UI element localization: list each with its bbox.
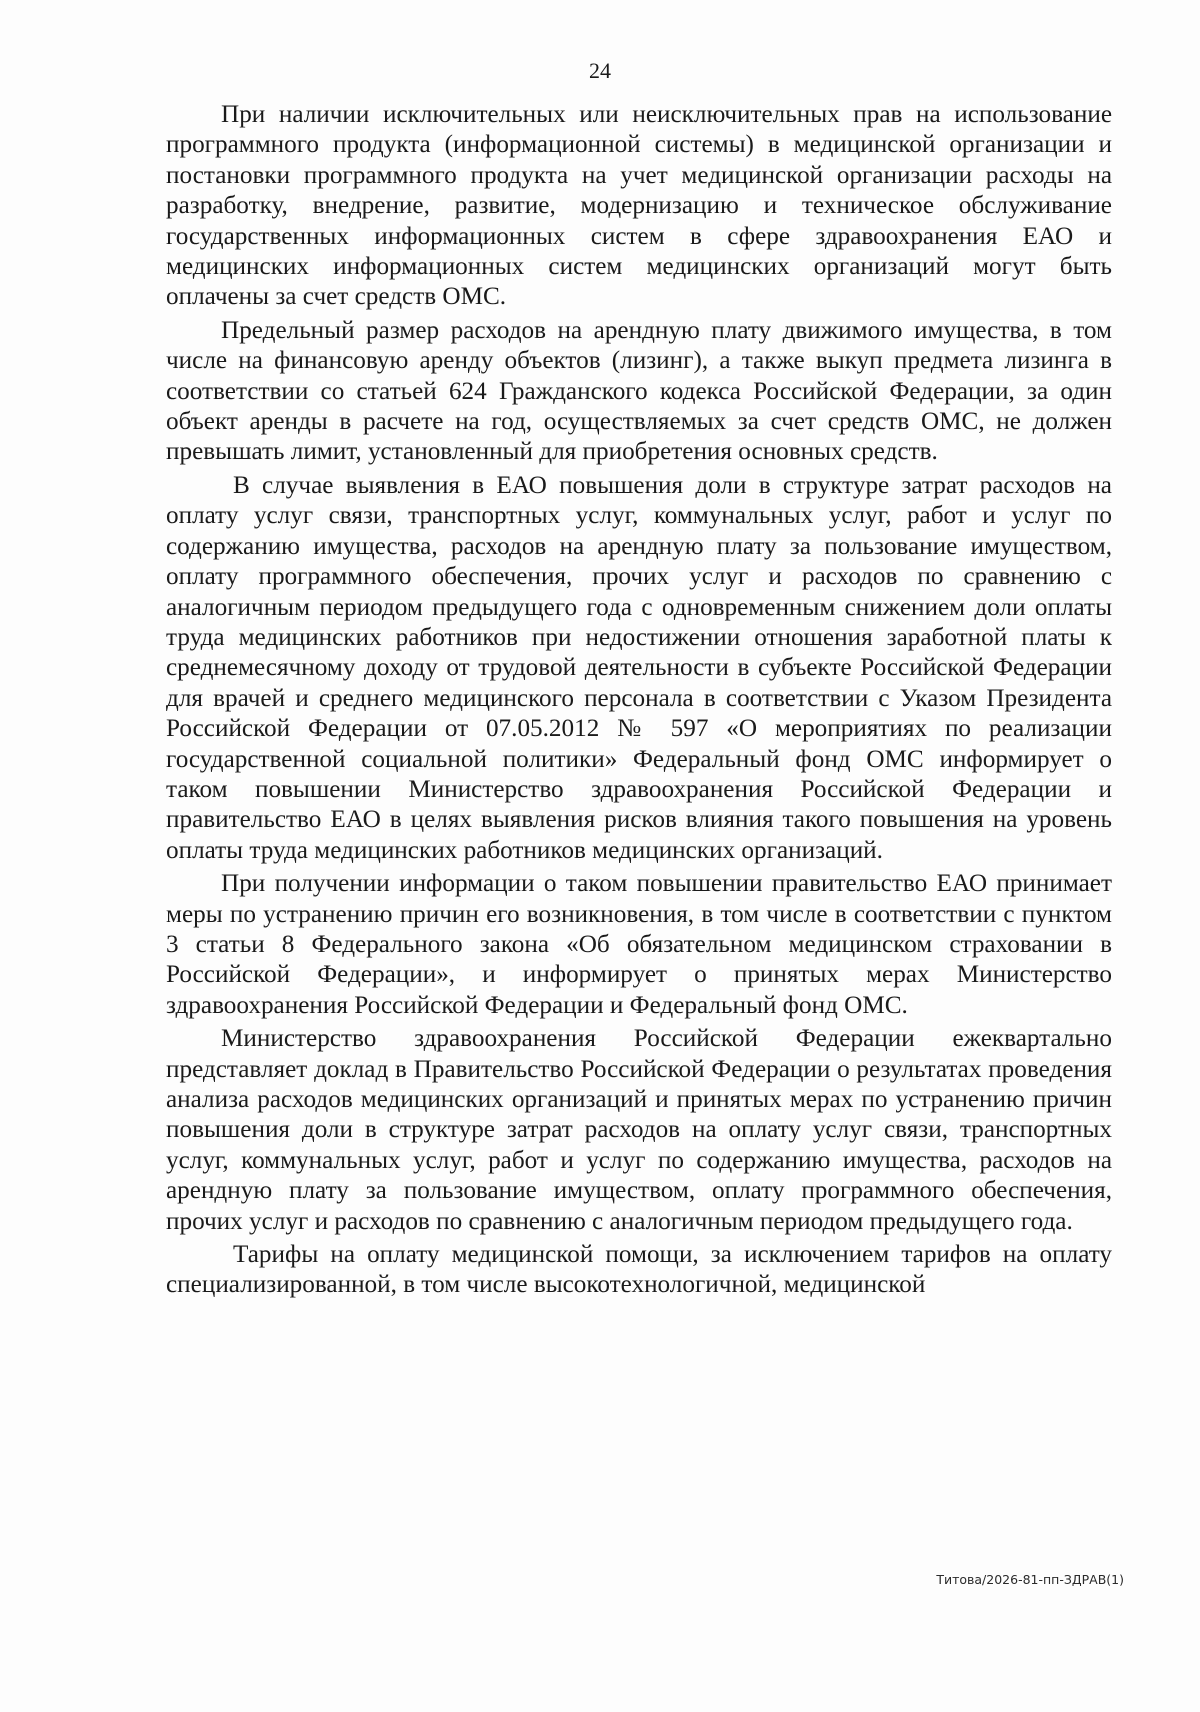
paragraph-lease-limit: Предельный размер расходов на арендную плату движимого имущества, в том числе на финансовую аренду объектов (лизинг), а также выкуп предмета лизинга в соответствии со статьей 624 Гражданского кодекса Российской Федерации, за один объект аренды в расчете на год, осуществляемых за счет средств ОМС, не должен превышать лимит, установленный для приобретения основных средств. <box>166 316 1112 466</box>
paragraph-government-measures: При получении информации о таком повышении правительство ЕАО принимает меры по устранению причин его возникновения, в том числе в соответствии с пунктом 3 статьи 8 Федерального закона «Об обязательном медицинском страховании в Российской Федерации», и информирует о принятых мерах Министерство здравоохранения Российской Федерации и Федеральный фонд ОМС. <box>166 870 1112 1019</box>
paragraph-cost-structure: В случае выявления в ЕАО повышения доли в структуре затрат расходов на оплату услуг связи, транспортных услуг, коммунальных услуг, работ и услуг по содержанию имущества, расходов на арендную плату за пользование имуществом, оплату программного обеспечения, прочих услуг и расходов по сравнению с аналогичным периодом предыдущего года с одновременным снижением доли оплаты труда медицинских работников при недостижении отношения заработной платы к среднемесячному доходу от трудовой деятельности в субъекте Российской Федерации для врачей и среднего медицинского персонала в соответствии с Указом Президента Российской Федерации от 07.05.2012 № 597 «О мероприятиях по реализации государственной социальной политики» Федеральный фонд ОМС информирует о таком повышении Министерство здравоохранения Российской Федерации и правительство ЕАО в целях выявления рисков влияния такого повышения на уровень оплаты труда медицинских работников медицинских организаций. <box>166 471 1112 864</box>
paragraph-tariffs: Тарифы на оплату медицинской помощи, за исключением тарифов на оплату специализированной, в том числе высокотехнологичной, медицинской <box>166 1241 1112 1299</box>
paragraph-software-rights: При наличии исключительных или неисключительных прав на использование программного продукта (информационной системы) в медицинской организации и постановки программного продукта на учет медицинской организации расходы на разработку, внедрение, развитие, модернизацию и техническое обслуживание государственных информационных систем в сфере здравоохранения ЕАО и медицинских информационных систем медицинских организаций могут быть оплачены за счет средств ОМС. <box>166 101 1112 311</box>
document-body <box>166 100 1112 1301</box>
document-footer-id: Титова/2026-81-пп-ЗДРАВ(1) <box>936 1572 1124 1587</box>
page-number: 24 <box>589 58 611 83</box>
paragraph-ministry-report: Министерство здравоохранения Российской Федерации ежеквартально представляет доклад в Правительство Российской Федерации о результатах проведения анализа расходов медицинских организаций и принятых мерах по устранению причин повышения доли в структуре затрат расходов на оплату услуг связи, транспортных услуг, коммунальных услуг, работ и услуг по содержанию имущества, расходов на арендную плату за пользование имуществом, оплату программного обеспечения, прочих услуг и расходов по сравнению с аналогичным периодом предыдущего года. <box>166 1025 1112 1235</box>
